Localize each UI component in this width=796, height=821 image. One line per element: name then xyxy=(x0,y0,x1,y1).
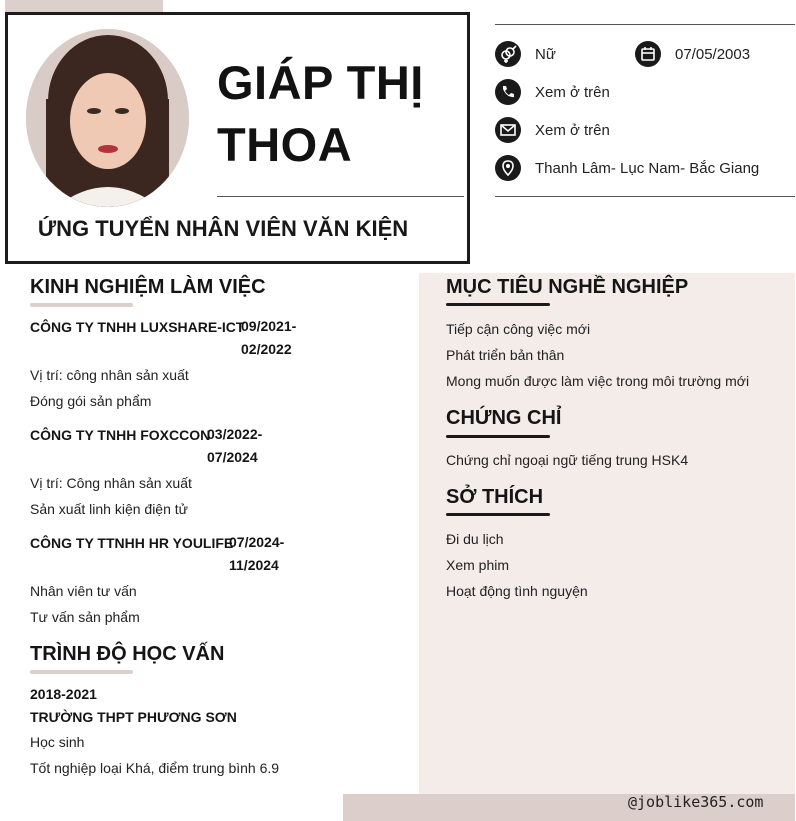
experience-title: KINH NGHIỆM LÀM VIỆC xyxy=(30,276,266,298)
certificate-item: Chứng chỉ ngoại ngữ tiếng trung HSK4 xyxy=(446,452,689,468)
education-result: Tốt nghiệp loại Khá, điểm trung bình 6.9 xyxy=(30,760,280,776)
avatar-photo xyxy=(26,29,189,207)
education-role: Học sinh xyxy=(30,734,85,750)
job-date-start: 07/2024- xyxy=(229,534,285,550)
name-line-1: GIÁP THỊ xyxy=(217,56,424,109)
hobbies-title: SỞ THÍCH xyxy=(446,486,544,508)
job-date-start: 03/2022- xyxy=(207,426,263,442)
watermark-text: @joblike365.com xyxy=(628,793,764,811)
job-detail: Tư vấn sản phẩm xyxy=(30,609,140,625)
education-title: TRÌNH ĐỘ HỌC VẤN xyxy=(30,643,225,665)
job-company: CÔNG TY TNHH LUXSHARE-ICT xyxy=(30,319,245,335)
objective-item: Mong muốn được làm việc trong môi trường mới xyxy=(446,373,750,389)
applied-position: ỨNG TUYỂN NHÂN VIÊN VĂN KIỆN xyxy=(37,216,409,241)
job-detail: Vị trí: Công nhân sản xuất xyxy=(30,475,192,491)
objective-item: Phát triển bản thân xyxy=(446,347,565,363)
gender-icon xyxy=(495,41,521,67)
objective-item: Tiếp cận công việc mới xyxy=(446,321,591,337)
education-underline xyxy=(30,670,133,674)
job-detail: Nhân viên tư vấn xyxy=(30,583,137,599)
name-line-2: THOA xyxy=(217,118,353,171)
certificates-title: CHỨNG CHỈ xyxy=(446,407,562,429)
location-pin-icon xyxy=(495,155,521,181)
hobbies-underline xyxy=(446,513,550,516)
experience-underline xyxy=(30,303,133,307)
job-detail: Đóng gói sản phẩm xyxy=(30,393,152,409)
address-value: Thanh Lâm- Lục Nam- Bắc Giang xyxy=(535,160,760,177)
education-school: TRƯỜNG THPT PHƯƠNG SƠN xyxy=(30,709,237,725)
avatar xyxy=(26,29,189,207)
objective-title: MỤC TIÊU NGHỀ NGHIỆP xyxy=(446,276,689,298)
email-value: Xem ở trên xyxy=(535,122,610,139)
job-detail: Sản xuất linh kiện điện tử xyxy=(30,501,189,517)
job-date xyxy=(241,315,311,361)
contact-divider-bottom xyxy=(495,196,795,197)
job-date xyxy=(207,423,277,469)
hobby-item: Hoạt động tình nguyện xyxy=(446,583,588,599)
phone-icon xyxy=(495,79,521,105)
job-company: CÔNG TY TTNHH HR YOULIFE xyxy=(30,535,234,551)
objective-underline xyxy=(446,303,550,306)
hobby-item: Xem phim xyxy=(446,557,510,573)
job-date-end: 07/2024 xyxy=(207,449,258,465)
job-date-end: 02/2022 xyxy=(241,341,292,357)
education-years: 2018-2021 xyxy=(30,686,97,702)
job-date-end: 11/2024 xyxy=(229,557,279,573)
email-icon xyxy=(495,117,521,143)
gender-value: Nữ xyxy=(535,46,556,63)
name-divider xyxy=(217,196,464,197)
job-detail: Vị trí: công nhân sản xuất xyxy=(30,367,189,383)
job-date xyxy=(229,531,299,577)
contact-divider-top xyxy=(495,24,795,25)
job-company: CÔNG TY TNHH FOXCCON xyxy=(30,427,211,443)
birthday-value: 07/05/2003 xyxy=(675,46,751,63)
certificates-underline xyxy=(446,435,550,438)
calendar-icon xyxy=(635,41,661,67)
hobby-item: Đi du lịch xyxy=(446,531,504,547)
candidate-name xyxy=(217,52,457,176)
phone-value: Xem ở trên xyxy=(535,84,610,101)
job-date-start: 09/2021- xyxy=(241,318,297,334)
